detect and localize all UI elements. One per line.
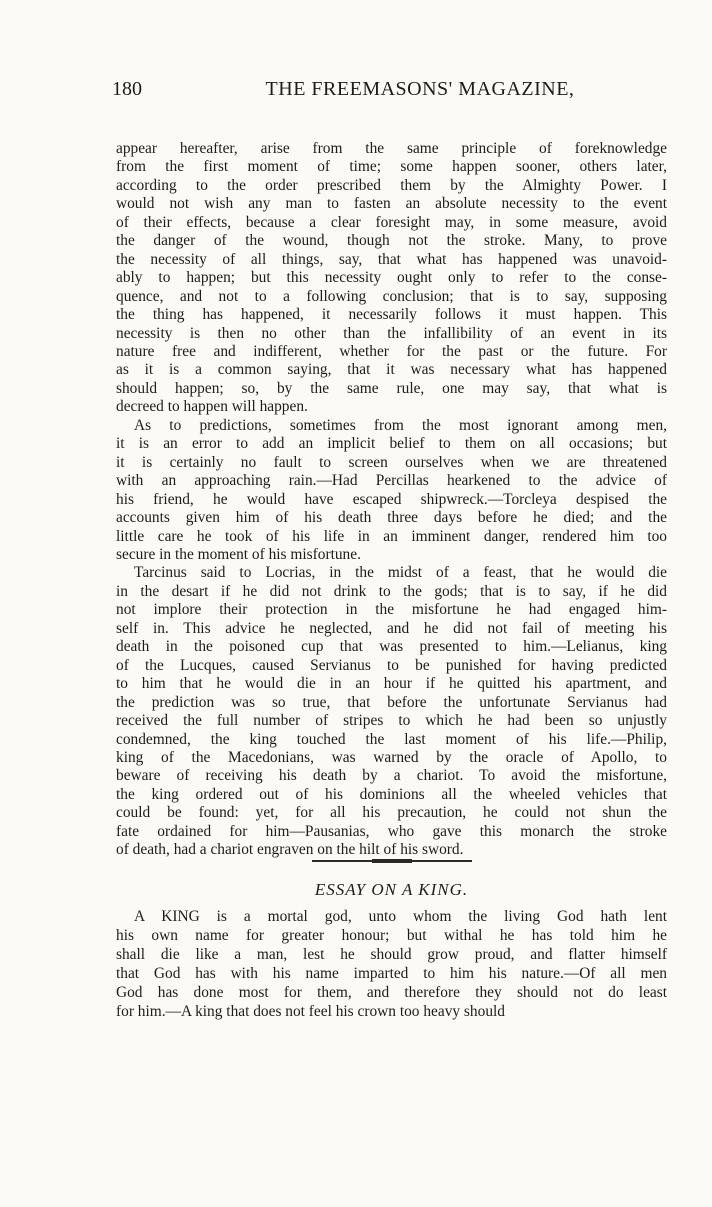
text-line: the thing has happened, it necessarily follows it must happen. This	[116, 306, 667, 324]
text-line: A KING is a mortal god, unto whom the living God hath lent	[134, 908, 667, 925]
text-line: that God has with his name imparted to him his nature.—Of all men	[116, 964, 667, 982]
text-line: his own name for greater honour; but withal he has told him he	[116, 926, 667, 944]
page-header	[112, 78, 672, 108]
text-line: king of the Macedonians, was warned by the oracle of Apollo, to	[116, 748, 667, 766]
text-line: his friend, he would have escaped shipwreck.—Torcleya despised the	[116, 490, 667, 508]
text-line: quence, and not to a following conclusion; that is to say, supposing	[116, 287, 667, 305]
paragraph-predictions	[116, 417, 667, 565]
section-divider	[312, 860, 472, 862]
text-line: the prediction was so true, that before the unfortunate Servianus had	[116, 693, 667, 711]
text-line: could be found: yet, for all his precaution, he could not shun the	[116, 804, 667, 822]
essay-body	[116, 908, 667, 1021]
text-line: self in. This advice he neglected, and he did not fail of meeting his	[116, 619, 667, 637]
text-line: fate ordained for him—Pausanias, who gave this monarch the stroke	[116, 822, 667, 840]
text-line: should happen; so, by the same rule, one may say, that what is	[116, 379, 667, 397]
text-line: decreed to happen will happen.	[116, 398, 308, 416]
running-head: THE FREEMASONS' MAGAZINE,	[265, 78, 575, 100]
text-line: received the full number of stripes to which he had been so unjustly	[116, 712, 667, 730]
text-line: As to predictions, sometimes from the most ignorant among men,	[134, 416, 667, 434]
text-line: God has done most for them, and therefore they should not do least	[116, 983, 667, 1001]
text-line: it is certainly no fault to screen ourselves when we are threatened	[116, 453, 667, 471]
paragraph-examples	[116, 564, 667, 859]
text-line: condemned, the king touched the last moment of his life.—Philip,	[116, 730, 667, 748]
text-line: death in the poisoned cup that was presented to him.—Lelianus, king	[116, 638, 667, 656]
text-line: not implore their protection in the misfortune he had engaged him-	[116, 601, 667, 619]
text-line: of death, had a chariot engraven on the hilt of his sword.	[116, 841, 464, 859]
text-line: it is an error to add an implicit belief to them on all occasions; but	[116, 435, 667, 453]
text-line: beware of receiving his death by a chariot. To avoid the misfortune,	[116, 767, 667, 785]
text-line: to him that he would die in an hour if he quitted his apartment, and	[116, 675, 667, 693]
text-line: nature free and indifferent, whether for the past or the future. For	[116, 342, 667, 360]
essay-title: ESSAY ON A KING.	[314, 880, 469, 899]
text-line: secure in the moment of his misfortune.	[116, 545, 361, 563]
text-line: appear hereafter, arise from the same principle of foreknowledge	[116, 140, 667, 157]
text-line: with an approaching rain.—Had Percillas hearkened to the advice of	[116, 472, 667, 490]
text-line: the king ordered out of his dominions all the wheeled vehicles that	[116, 785, 667, 803]
text-line: accounts given him of his death three days before he died; and the	[116, 509, 667, 527]
text-line: would not wish any man to fasten an absolute necessity to the event	[116, 195, 667, 213]
paragraph-necessity	[116, 140, 667, 417]
text-line: in the desart if he did not drink to the gods; that is to say, if he did	[116, 582, 667, 600]
page-number: 180	[112, 78, 142, 100]
text-line: the danger of the wound, though not the stroke. Many, to prove	[116, 232, 667, 250]
text-line: shall die like a man, lest he should grow proud, and flatter himself	[116, 945, 667, 963]
text-line: Tarcinus said to Locrias, in the midst of a feast, that he would die	[134, 564, 667, 582]
text-line: of their effects, because a clear foresight may, in some measure, avoid	[116, 213, 667, 231]
text-line: from the first moment of time; some happen sooner, others later,	[116, 158, 667, 176]
text-line: according to the order prescribed them by the Almighty Power. I	[116, 176, 667, 194]
article-body	[116, 140, 667, 860]
text-line: ably to happen; but this necessity ought only to refer to the conse-	[116, 269, 667, 287]
text-line: necessity is then no other than the infallibility of an event in its	[116, 324, 667, 342]
text-line: the necessity of all things, say, that what has happened was unavoid-	[116, 250, 667, 268]
text-line: of the Lucques, caused Servianus to be punished for having predicted	[116, 656, 667, 674]
text-line: little care he took of his life in an imminent danger, rendered him too	[116, 527, 667, 545]
text-line: as it is a common saying, that it was necessary what has happened	[116, 361, 667, 379]
text-line: for him.—A king that does not feel his crown too heavy should	[116, 1002, 505, 1020]
